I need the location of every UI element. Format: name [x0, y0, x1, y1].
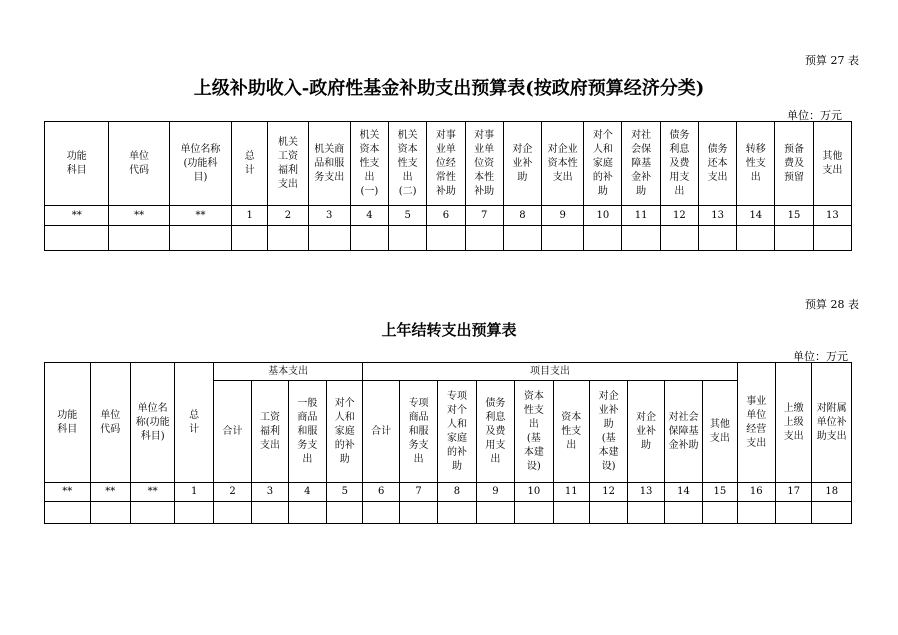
table28-empty-cell [664, 502, 702, 524]
table27-header-cell: 对事业单位经常性补助 [427, 122, 465, 206]
table27-number-cell: 4 [350, 206, 388, 226]
table27-header-cell: 总计 [232, 122, 268, 206]
table28-subheader-cell: 专项对个人和家庭的补助 [438, 381, 476, 483]
table28-empty-cell [327, 502, 363, 524]
table28-subheader-cell: 对社会保障基金补助 [664, 381, 702, 483]
table28-empty-cell [90, 502, 130, 524]
table28-number-cell: 12 [589, 483, 627, 502]
table28-subheader-cell: 资本性支出 [553, 381, 589, 483]
table28-number-cell: 10 [515, 483, 553, 502]
table27-empty-cell [109, 226, 169, 251]
table28-empty-cell [589, 502, 627, 524]
table27-empty-cell [813, 226, 851, 251]
table28-number-cell: 7 [399, 483, 437, 502]
table27-empty-cell [737, 226, 775, 251]
table28-empty-cell [703, 502, 737, 524]
table27-header-cell: 对事业单位资本性补助 [465, 122, 503, 206]
table27-empty-cell [350, 226, 388, 251]
table27-empty-cell [660, 226, 698, 251]
table27-empty-cell [308, 226, 350, 251]
table28-header-cell: 上缴上级支出 [776, 363, 812, 483]
table27-header-cell: 债务利息及费用支出 [660, 122, 698, 206]
table28-empty-cell [45, 502, 91, 524]
table27-number-row [45, 206, 852, 226]
table27-number-cell: ** [45, 206, 109, 226]
table27-empty-cell [45, 226, 109, 251]
table27-number-cell: 11 [622, 206, 660, 226]
table27-header-cell: 对企业资本性支出 [542, 122, 584, 206]
table28-empty-cell [438, 502, 476, 524]
table27-number-cell: 12 [660, 206, 698, 226]
table28-empty-cell [288, 502, 326, 524]
table27-number-cell: ** [169, 206, 231, 226]
table28-number-cell: 17 [776, 483, 812, 502]
table28-group-row [45, 363, 852, 381]
table28-empty-row [45, 502, 852, 524]
table27-number-cell: ** [109, 206, 169, 226]
table28-empty-cell [476, 502, 514, 524]
table27-unit: 单位：万元 [787, 109, 842, 122]
table27-header-cell: 对个人和家庭的补助 [584, 122, 622, 206]
table28-title: 上年结转支出预算表 [381, 321, 517, 339]
table27-empty-cell [427, 226, 465, 251]
table27-title: 上级补助收入-政府性基金补助支出预算表(按政府预算经济分类) [193, 78, 705, 99]
table28-empty-cell [776, 502, 812, 524]
table28-subheader-cell: 债务利息及费用支出 [476, 381, 514, 483]
table27-number-cell: 13 [813, 206, 851, 226]
table27-header-cell: 机关工资福利支出 [268, 122, 308, 206]
table28-number-cell: 6 [363, 483, 399, 502]
table27-tag: 预算 27 表 [805, 54, 859, 67]
table28-empty-cell [628, 502, 664, 524]
table27-number-cell: 15 [775, 206, 813, 226]
table28-empty-cell [399, 502, 437, 524]
table28-subheader-cell: 专项商品和服务支出 [399, 381, 437, 483]
table28-number-row [45, 483, 852, 502]
table28-empty-cell [175, 502, 213, 524]
table28-header-cell: 单位名称(功能科目) [130, 363, 174, 483]
table27-number-cell: 5 [389, 206, 427, 226]
table27-header-cell: 功能科目 [45, 122, 109, 206]
table28-empty-cell [130, 502, 174, 524]
table28-empty-cell [737, 502, 775, 524]
table28-subheader-cell: 对企业补助(基本建设) [589, 381, 627, 483]
table27-header-cell: 债务还本支出 [698, 122, 736, 206]
table27-number-cell: 10 [584, 206, 622, 226]
table28-number-cell: 5 [327, 483, 363, 502]
table28-number-cell: 3 [252, 483, 288, 502]
table28-number-cell: 9 [476, 483, 514, 502]
table28-header-cell: 总计 [175, 363, 213, 483]
table28 [44, 362, 852, 524]
table27-number-cell: 2 [268, 206, 308, 226]
table27-empty-cell [542, 226, 584, 251]
table28-empty-cell [812, 502, 852, 524]
table27-header-cell: 单位名称(功能科目) [169, 122, 231, 206]
table27-number-cell: 8 [503, 206, 541, 226]
table28-number-cell: 14 [664, 483, 702, 502]
table27-empty-cell [584, 226, 622, 251]
table27-empty-cell [503, 226, 541, 251]
table27-number-cell: 6 [427, 206, 465, 226]
table27-empty-cell [698, 226, 736, 251]
table28-subheader-cell: 一般商品和服务支出 [288, 381, 326, 483]
table27-header-cell: 机关资本性支出(一) [350, 122, 388, 206]
table28-number-cell: 1 [175, 483, 213, 502]
table27-number-cell: 14 [737, 206, 775, 226]
table28-header-cell: 事业单位经营支出 [737, 363, 775, 483]
table27-number-cell: 1 [232, 206, 268, 226]
table28-subheader-cell: 对个人和家庭的补助 [327, 381, 363, 483]
table28-group-project: 项目支出 [363, 363, 737, 381]
table28-subheader-cell: 工资福利支出 [252, 381, 288, 483]
table27-empty-cell [465, 226, 503, 251]
table28-subheader-cell: 合计 [213, 381, 251, 483]
table27-empty-cell [268, 226, 308, 251]
table27-header-cell: 对社会保障基金补助 [622, 122, 660, 206]
table28-header-cell: 功能科目 [45, 363, 91, 483]
table27-header-cell: 单位代码 [109, 122, 169, 206]
table28-number-cell: 4 [288, 483, 326, 502]
table28-number-cell: 16 [737, 483, 775, 502]
table27-empty-cell [622, 226, 660, 251]
table27-header-cell: 其他支出 [813, 122, 851, 206]
table28-empty-cell [213, 502, 251, 524]
table27-header-cell: 转移性支出 [737, 122, 775, 206]
table28-number-cell: 13 [628, 483, 664, 502]
table28-header-cell: 单位代码 [90, 363, 130, 483]
table28-number-cell: ** [90, 483, 130, 502]
table28-empty-cell [363, 502, 399, 524]
table28-tag: 预算 28 表 [805, 298, 859, 311]
table28-group-basic: 基本支出 [213, 363, 363, 381]
table28-subheader-cell: 对企业补助 [628, 381, 664, 483]
table28-number-cell: 18 [812, 483, 852, 502]
table28-number-cell: ** [130, 483, 174, 502]
table27 [44, 121, 852, 251]
table28-number-cell: 2 [213, 483, 251, 502]
table27-header-cell: 机关资本性支出(二) [389, 122, 427, 206]
table27-header-cell: 预备费及预留 [775, 122, 813, 206]
table27-empty-cell [232, 226, 268, 251]
table27-empty-cell [775, 226, 813, 251]
table28-subheader-cell: 合计 [363, 381, 399, 483]
table28-empty-cell [515, 502, 553, 524]
table28-subheader-cell: 其他支出 [703, 381, 737, 483]
table27-number-cell: 7 [465, 206, 503, 226]
table27-empty-cell [389, 226, 427, 251]
table28-number-cell: 15 [703, 483, 737, 502]
table27-empty-row [45, 226, 852, 251]
table27-header-row [45, 122, 852, 206]
table27-number-cell: 3 [308, 206, 350, 226]
table27-number-cell: 13 [698, 206, 736, 226]
table28-empty-cell [252, 502, 288, 524]
table27-header-cell: 机关商品和服务支出 [308, 122, 350, 206]
table28-number-cell: 8 [438, 483, 476, 502]
table28-subheader-cell: 资本性支出(基本建设) [515, 381, 553, 483]
table28-header-cell: 对附属单位补助支出 [812, 363, 852, 483]
table28-unit: 单位：万元 [793, 350, 848, 363]
table28-empty-cell [553, 502, 589, 524]
table27-number-cell: 9 [542, 206, 584, 226]
table27-header-cell: 对企业补助 [503, 122, 541, 206]
table28-number-cell: 11 [553, 483, 589, 502]
table28-number-cell: ** [45, 483, 91, 502]
table27-empty-cell [169, 226, 231, 251]
